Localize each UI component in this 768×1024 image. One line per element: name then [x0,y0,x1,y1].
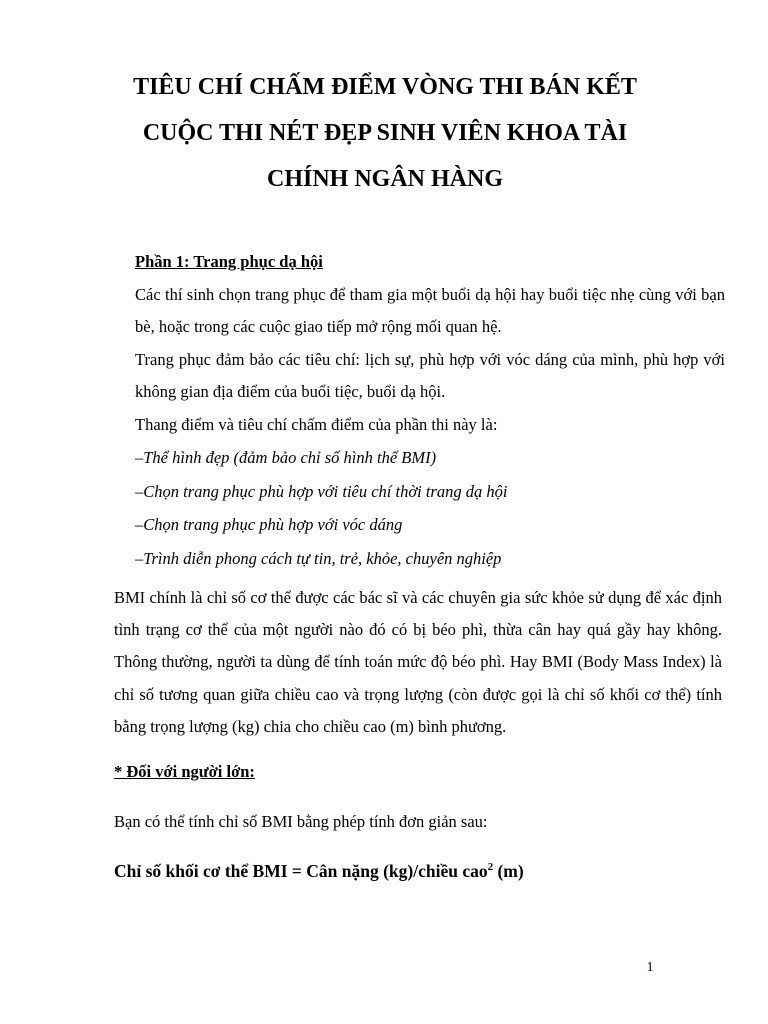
criteria-item: –Chọn trang phục phù hợp với vóc dáng [135,515,403,534]
calc-text: Bạn có thể tính chỉ số BMI bằng phép tính đơn giản sau: [114,812,488,831]
formula-superscript: 2 [487,861,494,874]
formula-tail: (m) [493,861,524,881]
part1-section [135,246,725,575]
part1-heading: Phần 1: Trang phục dạ hội [135,252,323,271]
page-number: 1 [646,960,654,975]
title-line-3: CHÍNH NGÂN HÀNG [266,166,503,192]
title-line-2: CUỘC THI NÉT ĐẸP SINH VIÊN KHOA TÀI [142,120,628,146]
part1-paragraph-2: Trang phục đảm bảo các tiêu chí: lịch sự, phù hợp với vóc dáng của mình, phù hợp với không gian địa điểm của buổi tiệc, buổi dạ hội. [135,349,725,401]
formula-main: Chỉ số khối cơ thể BMI = Cân nặng (kg)/chiều cao [114,861,488,881]
bmi-paragraph: BMI chính là chỉ số cơ thể được các bác sĩ và các chuyên gia sức khỏe sử dụng để xác định tình trạng cơ thể của một người nào đó có bị béo phì, thừa cân hay quá gầy hay không. Thông thường, người ta dùng để tính toán mức độ béo phì. Hay BMI (Body Mass Index) là chỉ số tương quan giữa chiều cao và trọng lượng (còn được gọi là chỉ số khối cơ thể) tính bằng trọng lượng (kg) chia cho chiều cao (m) bình phương. [114,588,722,736]
title-line-1: TIÊU CHÍ CHẤM ĐIỂM VÒNG THI BÁN KẾT [133,74,637,100]
part1-paragraph-1: Các thí sinh chọn trang phục để tham gia một buổi dạ hội hay buổi tiệc nhẹ cùng với bạn bè, hoặc trong các cuộc giao tiếp mở rộng mối quan hệ. [135,284,725,336]
criteria-item: –Trình diễn phong cách tự tin, trẻ, khỏe, chuyên nghiệp [135,548,502,568]
bmi-formula [114,856,524,886]
document-title [100,64,670,202]
criteria-item: –Thể hình đẹp (đảm bảo chỉ số hình thể BMI) [135,448,437,467]
adult-heading: * Đối với người lớn: [114,762,255,781]
part1-paragraph-3: Thang điểm và tiêu chí chấm điểm của phần thi này là: [135,414,498,434]
criteria-item: –Chọn trang phục phù hợp với tiêu chí thời trang dạ hội [135,481,508,501]
criteria-list [135,441,725,575]
